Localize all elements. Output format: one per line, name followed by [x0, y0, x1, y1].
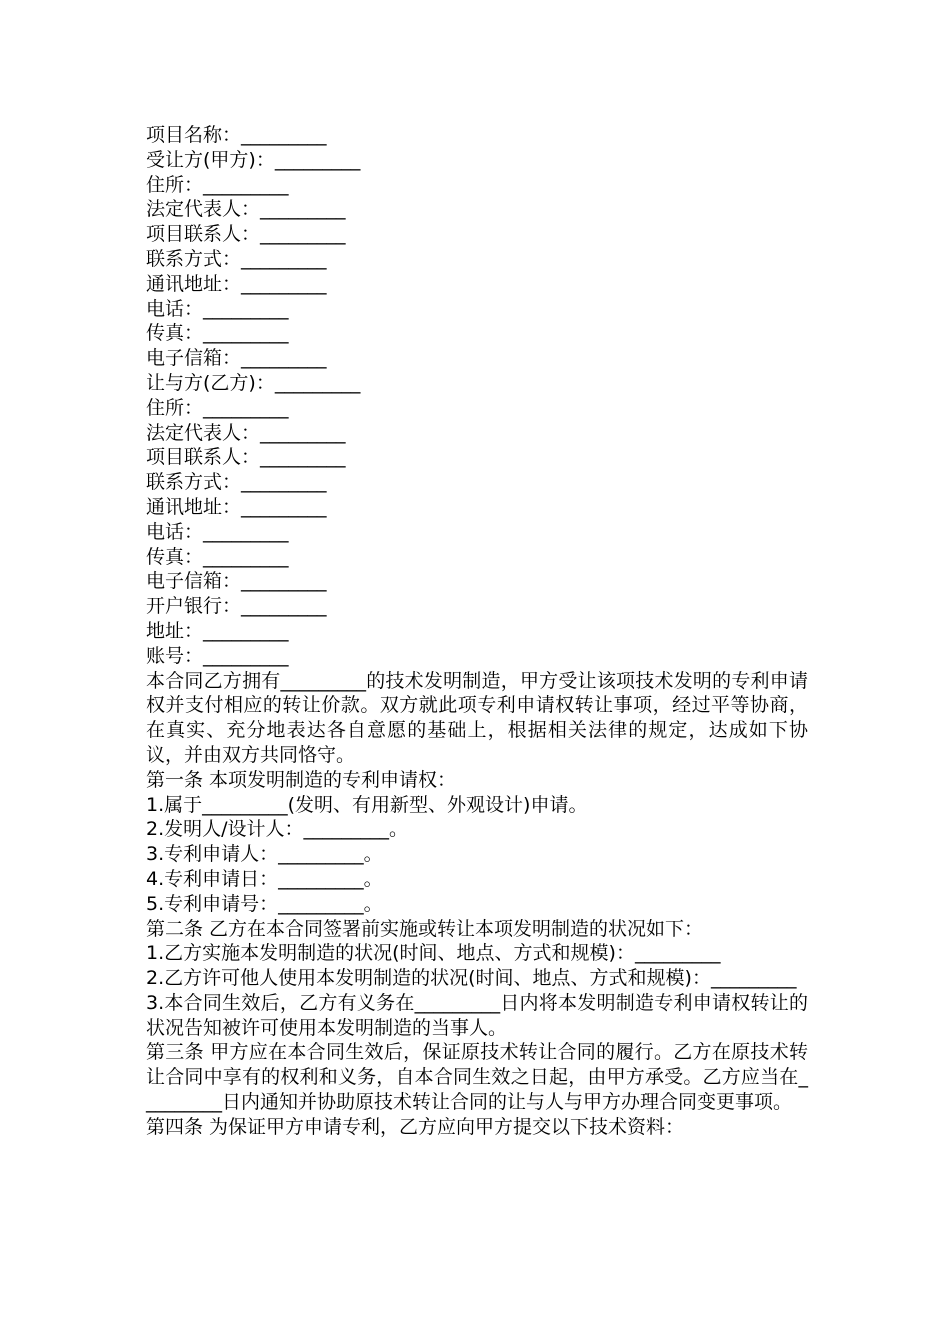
field-assignor-contact-person: 项目联系人：_________ — [146, 446, 346, 469]
field-assignee-fax: 传真：_________ — [146, 322, 289, 345]
article-1-item-4: 4.专利申请日：_________。 — [146, 867, 383, 890]
field-assignee-address: 住所：_________ — [146, 173, 289, 196]
field-assignee: 受让方(甲方)：_________ — [146, 148, 361, 171]
article-1-heading: 第一条 本项发明制造的专利申请权： — [146, 768, 457, 791]
preamble-paragraph: 本合同乙方拥有_________的技术发明制造，甲方受让该项技术发明的专利申请权并支付相应的转让价款。双方就此项专利申请权转让事项，经过平等协商，在真实、充分地表达各自意愿的基础上，根据相关法律的规定，达成如下协议，并由双方共同恪守。 — [146, 669, 808, 766]
field-assignor: 让与方(乙方)：_________ — [146, 371, 361, 394]
field-assignee-phone: 电话：_________ — [146, 297, 289, 320]
article-1-item-3: 3.专利申请人：_________。 — [146, 843, 383, 866]
article-1-item-5: 5.专利申请号：_________。 — [146, 892, 383, 915]
field-assignor-legal-rep: 法定代表人：_________ — [146, 421, 346, 444]
article-2-item-2: 2.乙方许可他人使用本发明制造的状况(时间、地点、方式和规模)：_________ — [146, 967, 797, 990]
article-1-item-1: 1.属于_________(发明、有用新型、外观设计)申请。 — [146, 793, 588, 816]
field-assignor-mailing-address: 通讯地址：_________ — [146, 495, 327, 518]
article-3-paragraph: 第三条 甲方应在本合同生效后，保证原技术转让合同的履行。乙方在原技术转让合同中享有的权利和义务，自本合同生效之日起，由甲方承受。乙方应当在_________日内通知并协助原技术转让合同的让与人与甲方办理合同变更事项。 — [146, 1041, 808, 1114]
field-assignor-email: 电子信箱：_________ — [146, 570, 327, 593]
field-assignor-contact-method: 联系方式：_________ — [146, 471, 327, 494]
field-assignee-email: 电子信箱：_________ — [146, 347, 327, 370]
article-1-item-2: 2.发明人/设计人：_________。 — [146, 818, 409, 841]
field-assignor-bank-address: 地址：_________ — [146, 619, 289, 642]
field-assignee-contact-person: 项目联系人：_________ — [146, 223, 346, 246]
article-2-item-3: 3.本合同生效后，乙方有义务在_________日内将本发明制造专利申请权转让的状况告知被许可使用本发明制造的当事人。 — [146, 991, 808, 1039]
article-4-heading: 第四条 为保证甲方申请专利，乙方应向甲方提交以下技术资料： — [146, 1115, 685, 1138]
field-assignee-mailing-address: 通讯地址：_________ — [146, 272, 327, 295]
field-assignor-fax: 传真：_________ — [146, 545, 289, 568]
field-assignor-address: 住所：_________ — [146, 396, 289, 419]
field-assignee-legal-rep: 法定代表人：_________ — [146, 198, 346, 221]
contract-document — [146, 123, 808, 1140]
field-assignor-phone: 电话：_________ — [146, 520, 289, 543]
article-2-item-1: 1.乙方实施本发明制造的状况(时间、地点、方式和规模)：_________ — [146, 942, 721, 965]
field-assignor-bank: 开户银行：_________ — [146, 595, 327, 618]
field-project-name: 项目名称：_________ — [146, 124, 327, 146]
article-2-heading: 第二条 乙方在本合同签署前实施或转让本项发明制造的状况如下： — [146, 917, 704, 940]
field-assignor-account: 账号：_________ — [146, 644, 289, 667]
field-assignee-contact-method: 联系方式：_________ — [146, 247, 327, 270]
